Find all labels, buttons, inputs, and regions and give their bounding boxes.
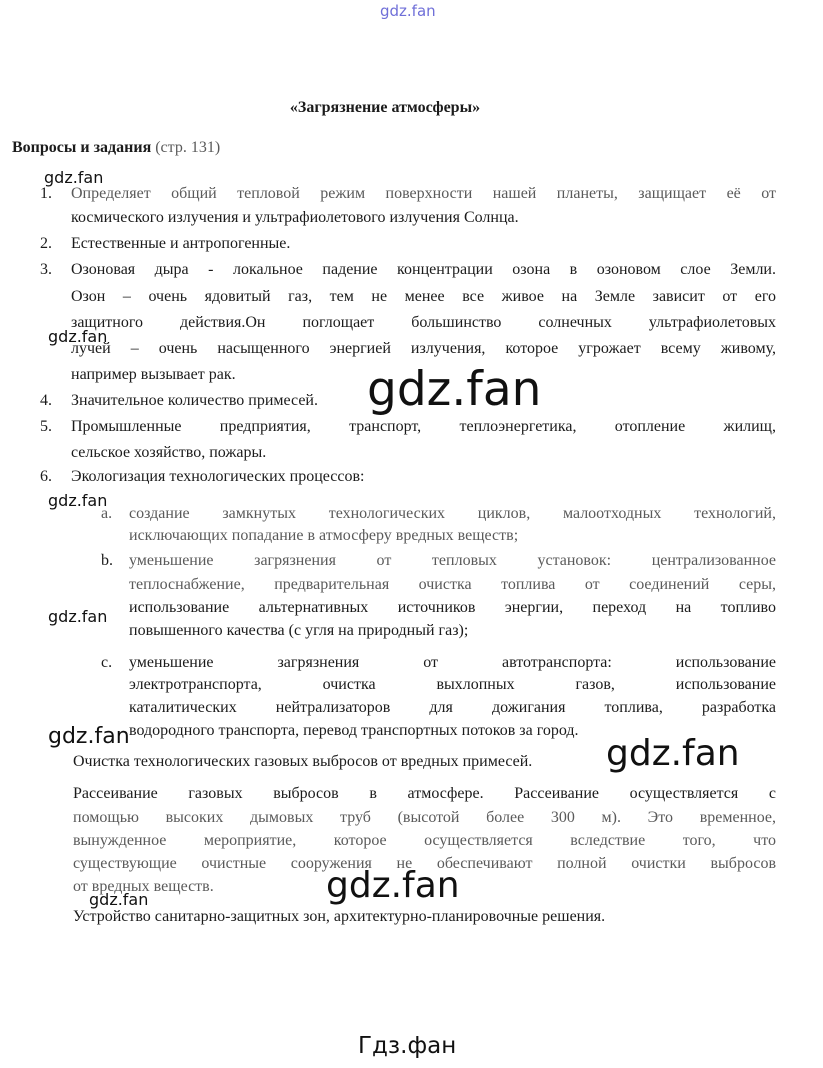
subitem-c-line-4: водородного транспорта, перевод транспортных потоков за город. xyxy=(129,722,579,739)
item-number: 2. xyxy=(40,235,52,252)
subitem-a-line-1: создание замкнутых технологических циклов, малоотходных технологий, xyxy=(129,505,776,522)
subitem-letter: c. xyxy=(101,654,113,671)
item-3-line-4: лучей – очень насыщенного энергией излучения, которое угрожает всему живому, xyxy=(71,340,776,357)
watermark: gdz.fan xyxy=(48,491,108,510)
item-3-line-5: например вызывает рак. xyxy=(71,366,236,383)
document-title: «Загрязнение атмосферы» xyxy=(289,99,481,116)
paragraph-2-line-3: вынужденное мероприятие, которое осуществляется вследствие того, что xyxy=(73,832,776,849)
item-4-line-1: Значительное количество примесей. xyxy=(71,392,318,409)
paragraph-2-line-1: Рассеивание газовых выбросов в атмосфере. Рассеивание осуществляется с xyxy=(73,785,776,802)
watermark: gdz.fan xyxy=(44,168,104,187)
item-5-line-2: сельское хозяйство, пожары. xyxy=(71,444,267,461)
item-3-line-2: Озон – очень ядовитый газ, тем не менее все живое на Земле зависит от его xyxy=(71,288,776,305)
subitem-letter: a. xyxy=(101,505,113,522)
item-number: 5. xyxy=(40,418,52,435)
subitem-letter: b. xyxy=(101,552,113,569)
watermark: gdz.fan xyxy=(48,724,130,749)
item-5-line-1: Промышленные предприятия, транспорт, теплоэнергетика, отопление жилищ, xyxy=(71,418,776,435)
item-number: 6. xyxy=(40,468,52,485)
item-3-line-1: Озоновая дыра - локальное падение концентрации озона в озоновом слое Земли. xyxy=(71,261,776,278)
subitem-c-line-1: уменьшение загрязнения от автотранспорта: использование xyxy=(129,654,776,671)
paragraph-2-line-2: помощью высоких дымовых труб (высотой более 300 м). Это временное, xyxy=(73,809,776,826)
paragraph-3: Устройство санитарно-защитных зон, архитектурно-планировочные решения. xyxy=(73,908,606,925)
item-number: 3. xyxy=(40,261,52,278)
watermark-large: gdz.fan xyxy=(367,362,542,417)
paragraph-1: Очистка технологических газовых выбросов от вредных примесей. xyxy=(73,753,533,770)
watermark-large: gdz.fan xyxy=(606,733,740,774)
paragraph-2-line-5: от вредных веществ. xyxy=(73,878,214,895)
paragraph-2-line-4: существующие очистные сооружения не обеспечивают полной очистки выбросов xyxy=(73,855,776,872)
subitem-c-line-2: электротранспорта, очистка выхлопных газов, использование xyxy=(129,676,776,693)
watermark: gdz.fan xyxy=(48,607,108,626)
watermark-top: gdz.fan xyxy=(380,2,436,20)
subitem-a-line-2: исключающих попадание в атмосферу вредных веществ; xyxy=(129,527,519,544)
subitem-b-line-3: использование альтернативных источников энергии, переход на топливо xyxy=(129,599,776,616)
heading-label: Вопросы и задания xyxy=(12,139,152,156)
item-number: 4. xyxy=(40,392,52,409)
heading-page-ref: (стр. 131) xyxy=(155,139,221,156)
subitem-b-line-1: уменьшение загрязнения от тепловых установок: централизованное xyxy=(129,552,776,569)
subitem-b-line-2: теплоснабжение, предварительная очистка топлива от соединений серы, xyxy=(129,576,776,593)
watermark-bottom: Гдз.фан xyxy=(358,1033,457,1059)
subitem-c-line-3: каталитических нейтрализаторов для дожигания топлива, разработка xyxy=(129,699,776,716)
item-3-line-3: защитного действия.Он поглощает большинство солнечных ультрафиолетовых xyxy=(71,314,776,331)
watermark-large: gdz.fan xyxy=(326,865,460,906)
watermark: gdz.fan xyxy=(48,327,108,346)
item-number: 1. xyxy=(40,185,52,202)
item-1-line-1: Определяет общий тепловой режим поверхности нашей планеты, защищает её от xyxy=(71,185,776,202)
section-heading xyxy=(12,139,220,157)
item-6-line-1: Экологизация технологических процессов: xyxy=(71,468,365,485)
item-2-line-1: Естественные и антропогенные. xyxy=(71,235,291,252)
subitem-b-line-4: повышенного качества (с угля на природный газ); xyxy=(129,622,469,639)
item-1-line-2: космического излучения и ультрафиолетового излучения Солнца. xyxy=(71,209,519,226)
watermark: gdz.fan xyxy=(89,890,149,909)
